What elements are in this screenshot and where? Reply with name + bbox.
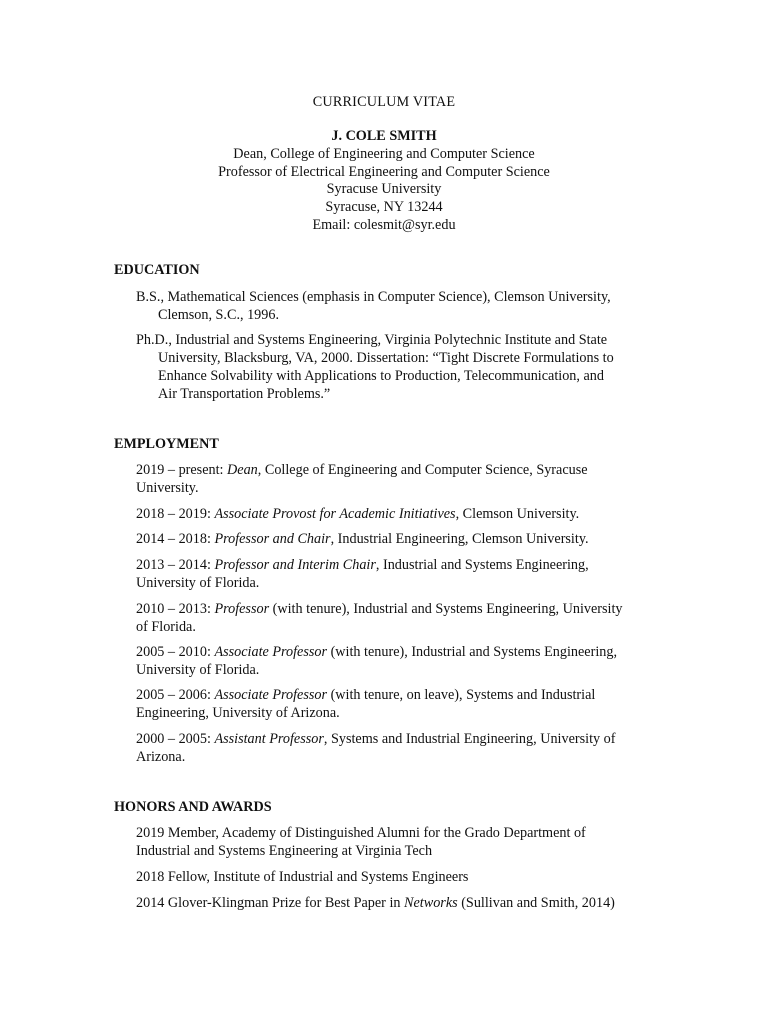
honors-line: (Sullivan and Smith, 2014) <box>457 895 615 911</box>
employment-detail: (with tenure), Industrial and Systems Engineering, <box>327 644 618 660</box>
education-line: University, Blacksburg, VA, 2000. Dissertation: “Tight Discrete Formulations to <box>158 350 614 366</box>
education-line: Ph.D., Industrial and Systems Engineering, Virginia Polytechnic Institute and State <box>136 332 608 348</box>
contact-block <box>0 128 768 235</box>
employment-detail: Arizona. <box>136 749 186 765</box>
employment-title: Professor and Chair <box>214 531 331 547</box>
employment-entry <box>136 600 664 636</box>
honors-heading: HONORS AND AWARDS <box>114 799 272 815</box>
employment-years: 2014 – 2018: <box>136 531 215 547</box>
employment-title: Associate Provost for Academic Initiatives <box>214 506 456 522</box>
employment-years: 2005 – 2006: <box>136 687 215 703</box>
email: Email: colesmit@syr.edu <box>312 216 456 233</box>
education-entry-bs <box>136 288 686 324</box>
honors-entry <box>136 868 664 886</box>
employment-entry <box>136 505 664 523</box>
position-dean: Dean, College of Engineering and Computer Science <box>233 145 535 162</box>
employment-years: 2000 – 2005: <box>136 731 215 747</box>
employment-title: Professor <box>214 601 270 617</box>
employment-detail: , College of Engineering and Computer Science, Syracuse <box>257 462 588 478</box>
employment-years: 2013 – 2014: <box>136 557 215 573</box>
employment-detail: (with tenure, on leave), Systems and Industrial <box>327 687 596 703</box>
employment-entry <box>136 461 664 497</box>
employment-detail: of Florida. <box>136 619 196 635</box>
employment-title: Associate Professor <box>214 644 328 660</box>
employment-detail: University. <box>136 480 199 496</box>
employment-detail: (with tenure), Industrial and Systems Engineering, University <box>269 601 623 617</box>
employment-entry <box>136 686 664 722</box>
employment-detail: Engineering, University of Arizona. <box>136 705 340 721</box>
employment-entry <box>136 556 664 592</box>
employment-entry <box>136 730 664 766</box>
education-entry-phd <box>136 331 686 403</box>
employment-title: Professor and Interim Chair <box>214 557 376 573</box>
education-line: Clemson, S.C., 1996. <box>158 307 280 323</box>
honors-line: Industrial and Systems Engineering at Virginia Tech <box>136 843 433 859</box>
education-heading: EDUCATION <box>114 262 200 278</box>
honors-line: 2018 Fellow, Institute of Industrial and Systems Engineers <box>136 869 469 885</box>
honors-entry <box>136 824 664 860</box>
cv-title: CURRICULUM VITAE <box>312 94 456 110</box>
employment-entry <box>136 530 664 548</box>
employment-title: Associate Professor <box>214 687 328 703</box>
employment-years: 2019 – present: <box>136 462 228 478</box>
employment-years: 2005 – 2010: <box>136 644 215 660</box>
honors-line: 2014 Glover-Klingman Prize for Best Paper in <box>136 895 405 911</box>
employment-years: 2010 – 2013: <box>136 601 215 617</box>
institution: Syracuse University <box>326 181 442 198</box>
honors-entry <box>136 894 664 912</box>
employment-heading: EMPLOYMENT <box>114 436 219 452</box>
position-professor: Professor of Electrical Engineering and Computer Science <box>218 163 550 180</box>
employment-detail: University of Florida. <box>136 662 260 678</box>
honors-line: 2019 Member, Academy of Distinguished Alumni for the Grado Department of <box>136 825 586 841</box>
education-line: Air Transportation Problems.” <box>158 386 331 402</box>
journal-name: Networks <box>404 895 458 911</box>
education-line: B.S., Mathematical Sciences (emphasis in Computer Science), Clemson University, <box>136 289 611 305</box>
employment-detail: University of Florida. <box>136 575 260 591</box>
person-name: J. COLE SMITH <box>331 128 437 144</box>
employment-detail: , Industrial Engineering, Clemson University. <box>330 531 589 547</box>
employment-title: Assistant Professor <box>214 731 324 747</box>
education-line: Enhance Solvability with Applications to Production, Telecommunication, and <box>158 368 604 384</box>
employment-entry <box>136 643 664 679</box>
address: Syracuse, NY 13244 <box>325 199 443 216</box>
employment-title: Dean <box>227 462 258 478</box>
employment-detail: , Systems and Industrial Engineering, University of <box>323 731 616 747</box>
employment-years: 2018 – 2019: <box>136 506 215 522</box>
employment-detail: , Clemson University. <box>455 506 580 522</box>
employment-detail: , Industrial and Systems Engineering, <box>375 557 589 573</box>
